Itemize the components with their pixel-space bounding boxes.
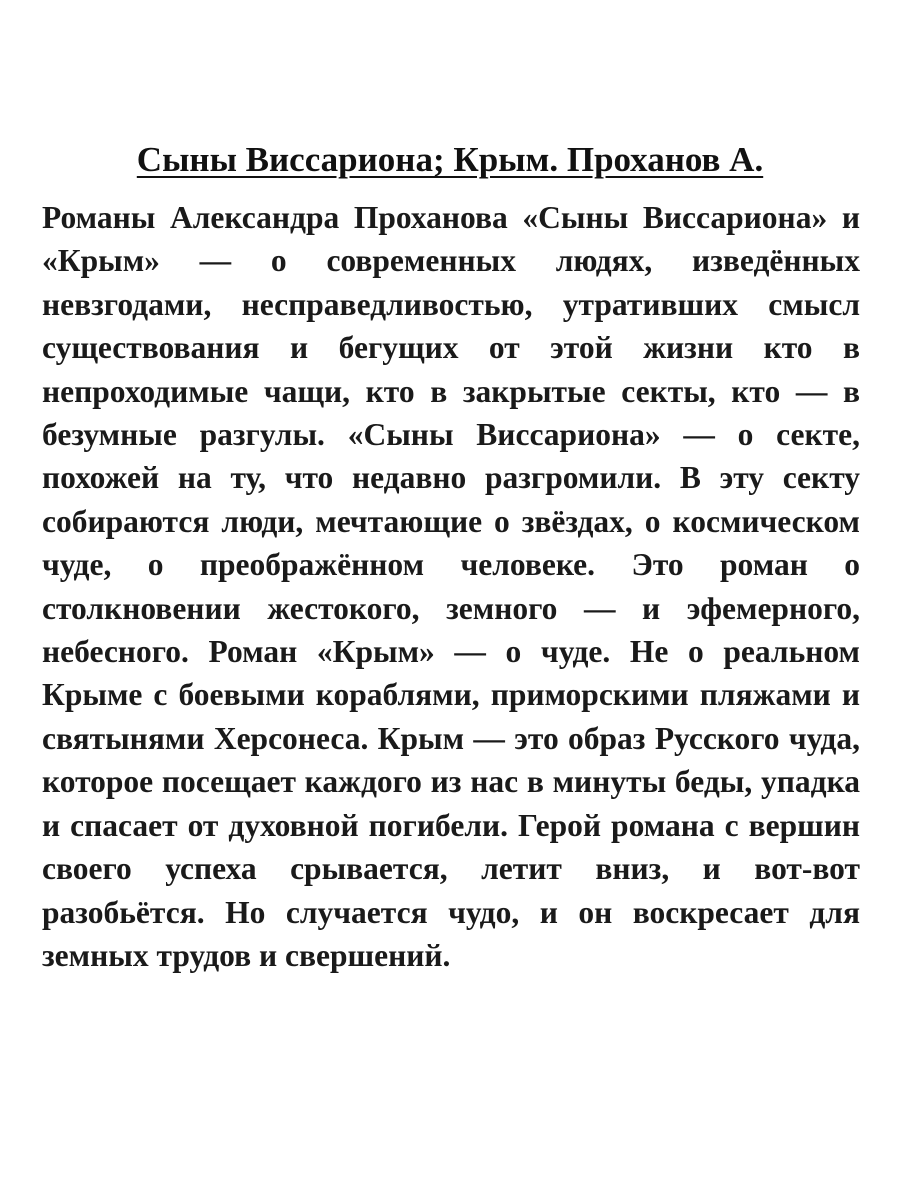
description-paragraph: Романы Александра Проханова «Сыны Виссариона» и «Крым» — о современных людях, изведённых невзгодами, несправедливостью, утративших смысл существования и бегущих от этой жизни кто в непроходимые чащи, кто в закрытые секты, кто — в безумные разгулы. «Сыны Виссариона» — о секте, похожей на ту, что недавно разгромили. В эту секту собираются люди, мечтающие о звёздах, о космическом чуде, о преображённом человеке. Это роман о столкновении жестокого, земного — и эфемерного, небесного. Роман «Крым» — о чуде. Не о реальном Крыме с боевыми кораблями, приморскими пляжами и святынями Херсонеса. Крым — это образ Русского чуда, которое посещает каждого из нас в минуты беды, упадка и спасает от духовной погибели. Герой романа с вершин своего успеха срывается, летит вниз, и вот-вот разобьётся. Но случается чудо, и он воскресает для земных трудов и свершений. <box>42 200 860 973</box>
page-title: Сыны Виссариона; Крым. Проханов А. <box>136 140 764 179</box>
